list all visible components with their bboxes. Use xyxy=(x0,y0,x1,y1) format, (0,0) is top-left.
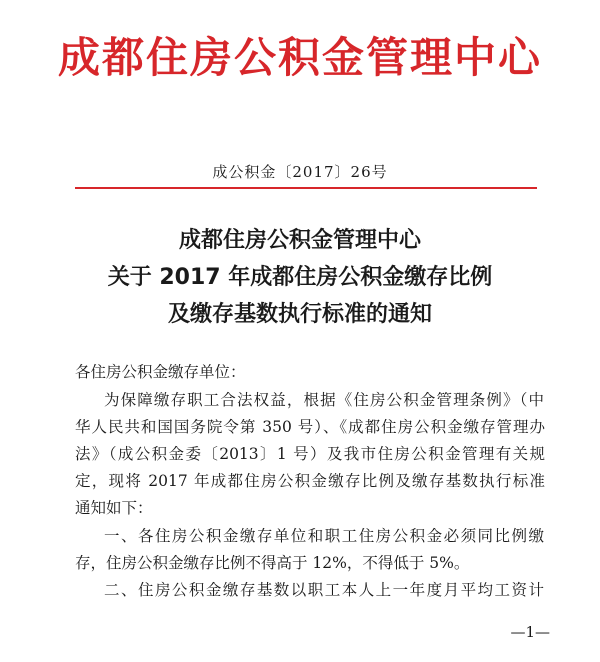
body-line-1: 为保障缴存职工合法权益，根据《住房公积金管理条例》（中 xyxy=(104,391,544,409)
title-line-3: 及缴存基数执行标准的通知 xyxy=(167,302,432,327)
body-line-4: 定，现将 2017 年成都住房公积金缴存比例及缴存基数执行标准 xyxy=(75,472,545,490)
body-line-7: 存，住房公积金缴存比例不得高于 12%，不得低于 5%。 xyxy=(75,554,470,572)
body-line-6: 一、各住房公积金缴存单位和职工住房公积金必须同比例缴 xyxy=(104,527,544,545)
title-line-1: 成都住房公积金管理中心 xyxy=(178,228,421,253)
page-number: —1— xyxy=(510,623,550,641)
salutation: 各住房公积金缴存单位： xyxy=(75,363,246,381)
body-line-2: 华人民共和国国务院令第 350 号）、《成都住房公积金缴存管理办 xyxy=(75,418,545,436)
masthead-org-name: 成都住房公积金管理中心 xyxy=(57,33,542,82)
title-line-2: 关于 2017 年成都住房公积金缴存比例 xyxy=(107,265,493,290)
body-line-3: 法》（成公积金委〔2013〕1 号）及我市住房公积金管理有关规 xyxy=(75,445,545,463)
document-number: 成公积金〔2017〕26号 xyxy=(212,163,388,181)
red-divider-line xyxy=(75,187,537,189)
body-line-8: 二、住房公积金缴存基数以职工本人上一年度月平均工资计 xyxy=(104,581,544,599)
body-line-5: 通知如下： xyxy=(75,499,153,517)
